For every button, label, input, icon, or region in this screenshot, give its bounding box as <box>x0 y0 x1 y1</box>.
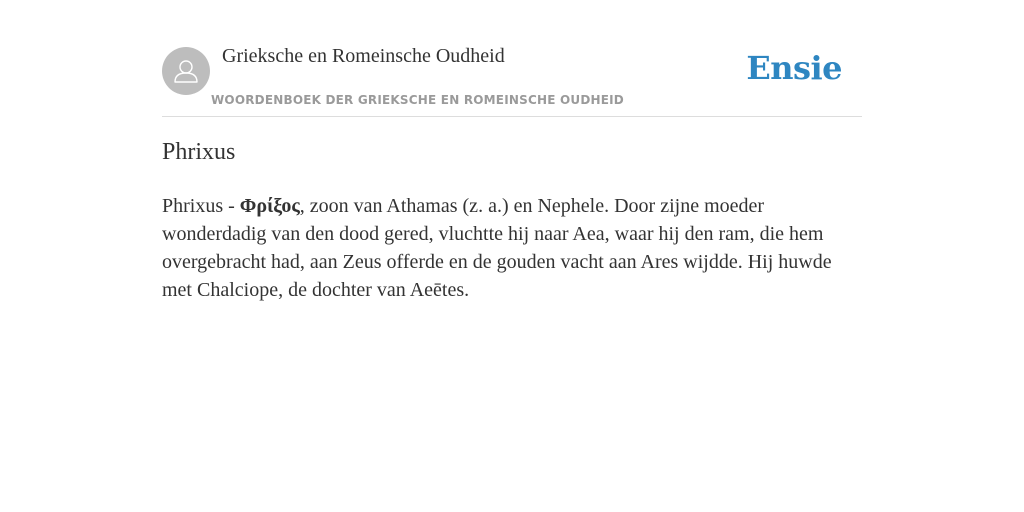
entry-title: Phrixus <box>162 139 236 165</box>
brand-logo[interactable]: Ensie <box>746 49 842 87</box>
entry-body <box>162 192 862 304</box>
user-icon <box>162 47 210 95</box>
entry-body-intro: Phrixus - <box>162 195 240 217</box>
user-avatar[interactable] <box>162 47 210 95</box>
site-title[interactable]: Grieksche en Romeinsche Oudheid <box>222 45 505 67</box>
entry-greek-term: Φρίξος <box>239 195 300 217</box>
header <box>162 40 862 117</box>
site-subtitle: WOORDENBOEK DER GRIEKSCHE EN ROMEINSCHE OUDHEID <box>211 93 624 107</box>
entry-body-text: , zoon van Athamas (z. a.) en Nephele. Door zijne moeder wonderdadig van den dood gered, vluchtte hij naar Aea, waar hij den ram, die hem overgebracht had, aan Zeus offerde en de gouden vacht aan Ares wijdde. Hij huwde met Chalciope, de dochter van Aeētes. <box>162 195 832 301</box>
